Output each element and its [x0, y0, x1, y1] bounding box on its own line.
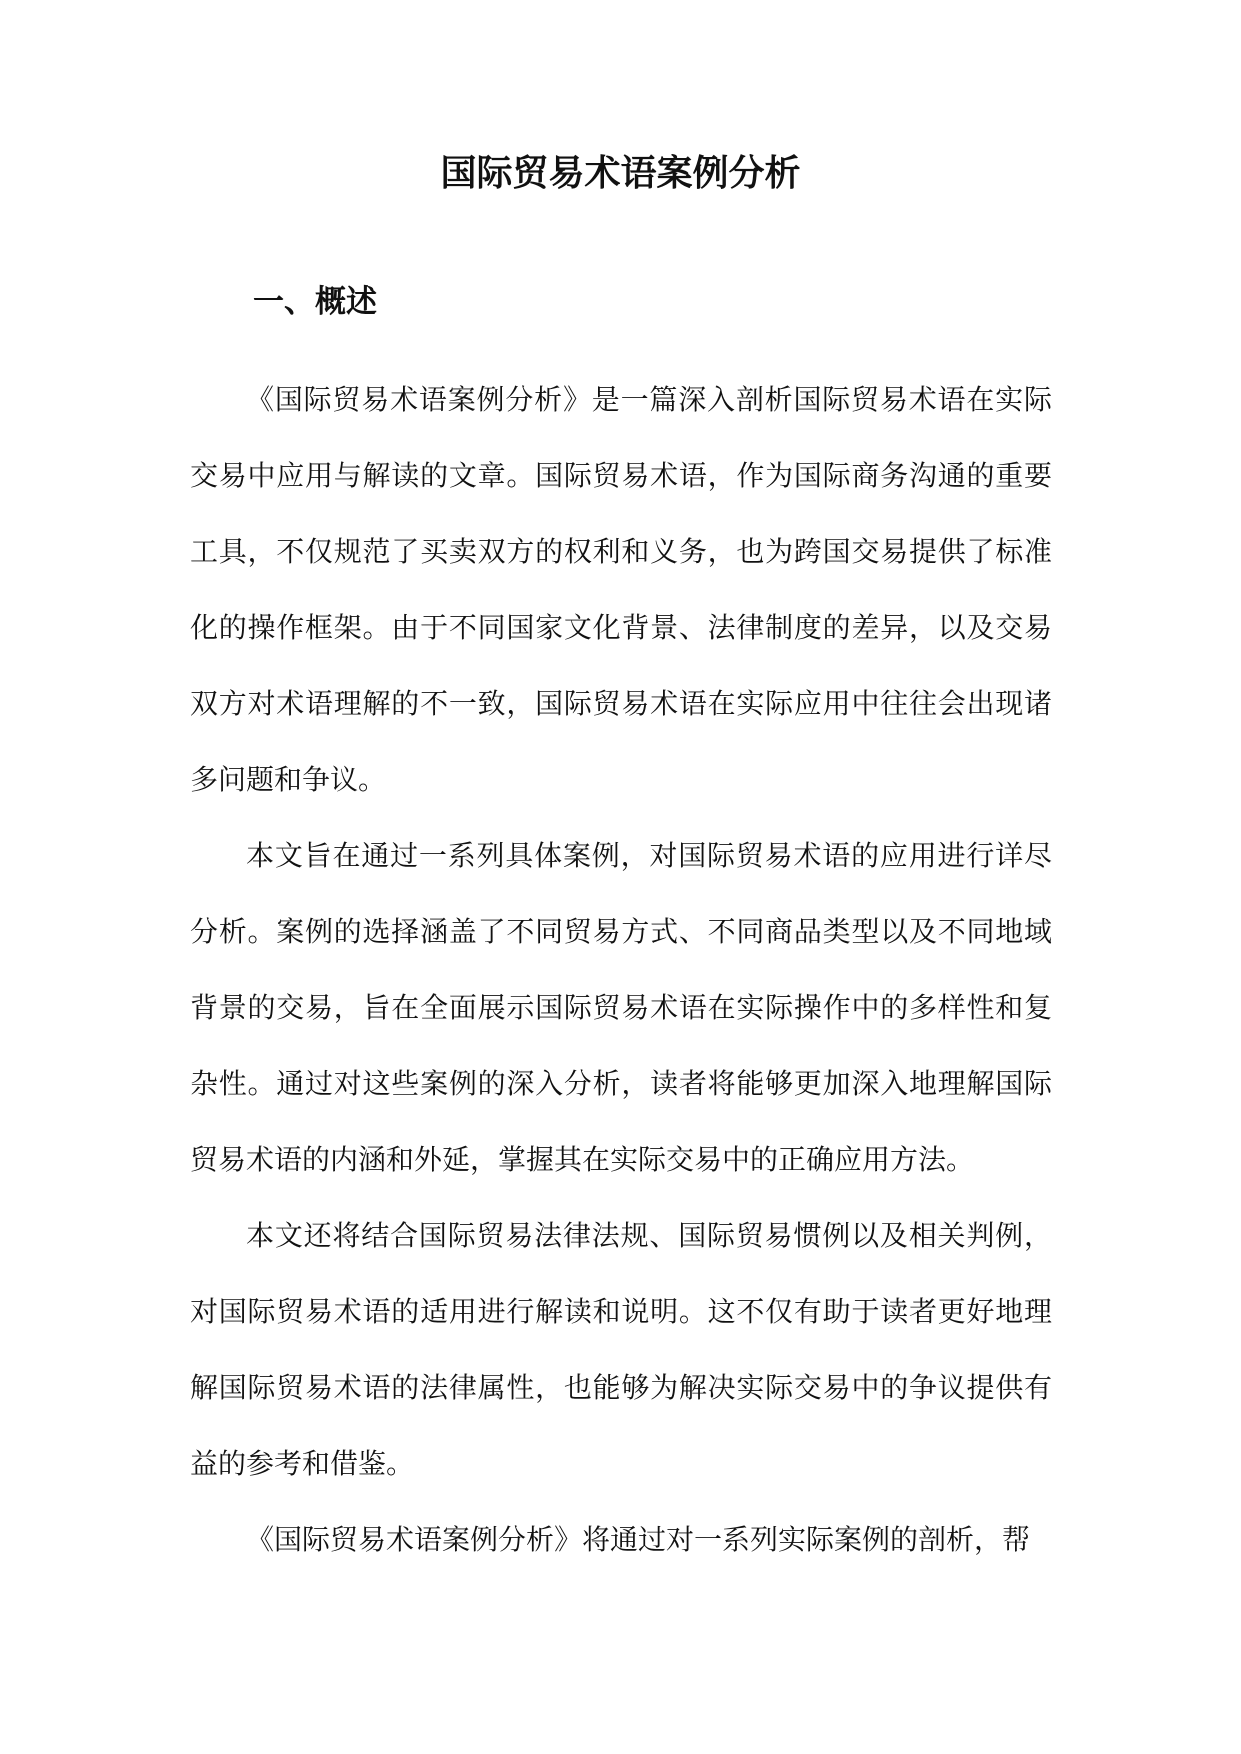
document-title: 国际贸易术语案例分析: [440, 153, 801, 194]
section-heading-overview: 一、概述: [253, 284, 377, 320]
paragraph-2: 本文旨在通过一系列具体案例，对国际贸易术语的应用进行详尽分析。案例的选择涵盖了不同贸易方式、不同商品类型以及不同地域背景的交易，旨在全面展示国际贸易术语在实际操作中的多样性和复杂性。通过对这些案例的深入分析，读者将能够更加深入地理解国际贸易术语的内涵和外延，掌握其在实际交易中的正确应用方法。: [190, 839, 1052, 1176]
paragraph-1: 《国际贸易术语案例分析》是一篇深入剖析国际贸易术语在实际交易中应用与解读的文章。国际贸易术语，作为国际商务沟通的重要工具，不仅规范了买卖双方的权利和义务，也为跨国交易提供了标准化的操作框架。由于不同国家文化背景、法律制度的差异，以及交易双方对术语理解的不一致，国际贸易术语在实际应用中往往会出现诸多问题和争议。: [190, 383, 1052, 796]
paragraph-3: 本文还将结合国际贸易法律法规、国际贸易惯例以及相关判例，对国际贸易术语的适用进行解读和说明。这不仅有助于读者更好地理解国际贸易术语的法律属性，也能够为解决实际交易中的争议提供有益的参考和借鉴。: [190, 1219, 1052, 1480]
body-text: [190, 362, 1052, 1578]
paragraph-4: 《国际贸易术语案例分析》将通过对一系列实际案例的剖析，帮: [246, 1523, 1031, 1556]
